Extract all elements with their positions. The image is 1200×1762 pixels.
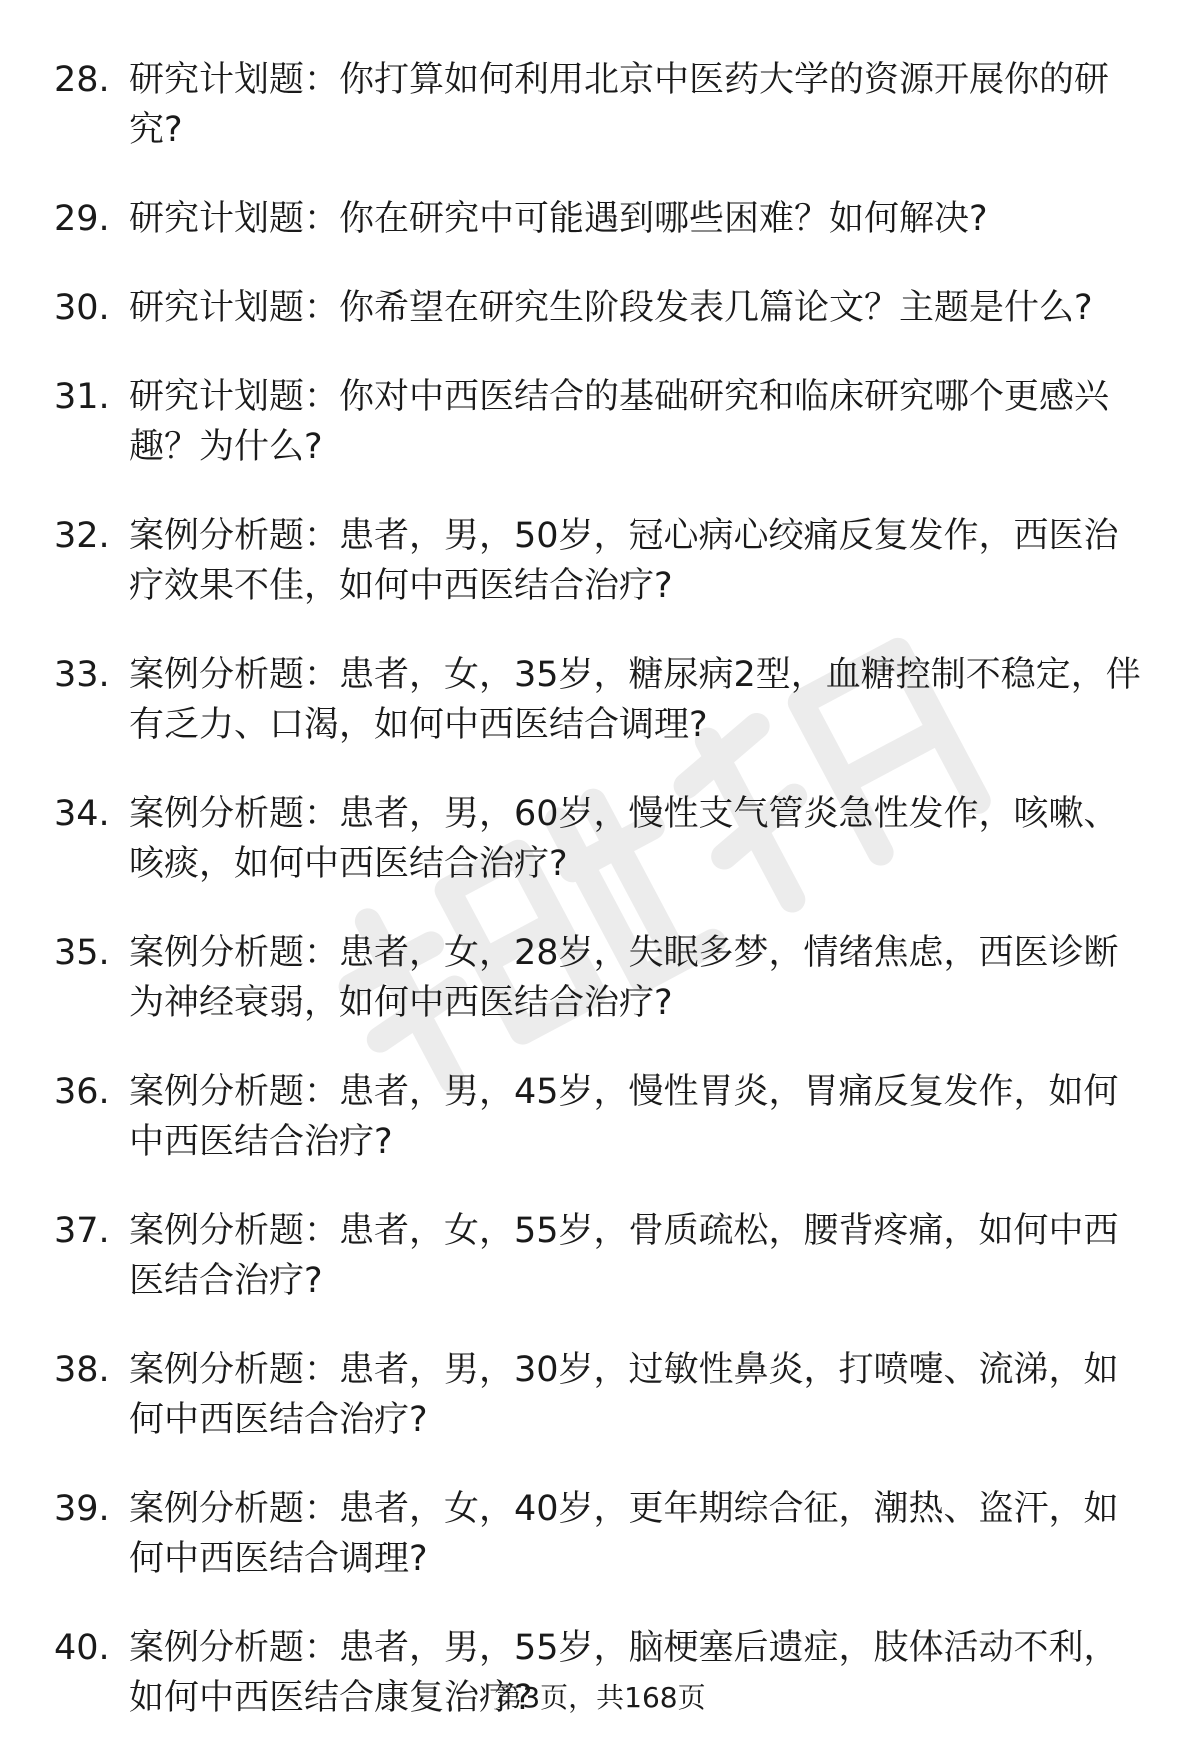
question-number: 38. <box>54 1350 110 1390</box>
question-text: 案例分析题：患者，男，45岁，慢性胃炎，胃痛反复发作，如何中西医结合治疗? <box>129 1072 1119 1162</box>
question-item <box>0 928 1200 1028</box>
question-text: 案例分析题：患者，女，55岁，骨质疏松，腰背疼痛，如何中西医结合治疗? <box>129 1211 1119 1301</box>
question-text: 研究计划题：你希望在研究生阶段发表几篇论文？主题是什么? <box>129 288 1093 328</box>
question-item <box>0 372 1200 472</box>
question-number: 29. <box>54 199 110 239</box>
question-item <box>0 1206 1200 1306</box>
question-number: 31. <box>54 377 110 417</box>
question-number: 39. <box>54 1489 110 1529</box>
question-item <box>0 1484 1200 1584</box>
question-text: 研究计划题：你在研究中可能遇到哪些困难？如何解决? <box>129 199 988 239</box>
question-item <box>0 650 1200 750</box>
question-text: 案例分析题：患者，女，40岁，更年期综合征，潮热、盗汗，如何中西医结合调理? <box>129 1489 1119 1579</box>
question-text: 案例分析题：患者，男，60岁，慢性支气管炎急性发作，咳嗽、咳痰，如何中西医结合治疗? <box>129 794 1119 884</box>
question-text: 案例分析题：患者，男，55岁，脑梗塞后遗症，肢体活动不利，如何中西医结合康复治疗? <box>129 1628 1119 1718</box>
question-number: 36. <box>54 1072 110 1112</box>
question-item <box>0 55 1200 155</box>
question-number: 30. <box>54 288 110 328</box>
question-text: 研究计划题：你打算如何利用北京中医药大学的资源开展你的研究? <box>129 60 1110 150</box>
question-item <box>0 1067 1200 1167</box>
question-number: 35. <box>54 933 110 973</box>
question-item <box>0 789 1200 889</box>
question-list <box>0 55 1200 1762</box>
question-item <box>0 194 1200 244</box>
question-item <box>0 283 1200 333</box>
question-number: 37. <box>54 1211 110 1251</box>
question-number: 40. <box>54 1628 110 1668</box>
question-text: 案例分析题：患者，男，50岁，冠心病心绞痛反复发作，西医治疗效果不佳，如何中西医结合治疗? <box>129 516 1119 606</box>
question-text: 案例分析题：患者，男，30岁，过敏性鼻炎，打喷嚏、流涕，如何中西医结合治疗? <box>129 1350 1119 1440</box>
question-number: 32. <box>54 516 110 556</box>
question-number: 33. <box>54 655 110 695</box>
question-text: 案例分析题：患者，女，35岁，糖尿病2型，血糖控制不稳定，伴有乏力、口渴，如何中西医结合调理? <box>129 655 1141 745</box>
question-number: 34. <box>54 794 110 834</box>
question-text: 研究计划题：你对中西医结合的基础研究和临床研究哪个更感兴趣？为什么? <box>129 377 1110 467</box>
question-number: 28. <box>54 60 110 100</box>
page-footer: 第3页，共168页 <box>494 1681 706 1714</box>
question-item <box>0 1345 1200 1445</box>
question-text: 案例分析题：患者，女，28岁，失眠多梦，情绪焦虑，西医诊断为神经衰弱，如何中西医结合治疗? <box>129 933 1119 1023</box>
question-item <box>0 511 1200 611</box>
